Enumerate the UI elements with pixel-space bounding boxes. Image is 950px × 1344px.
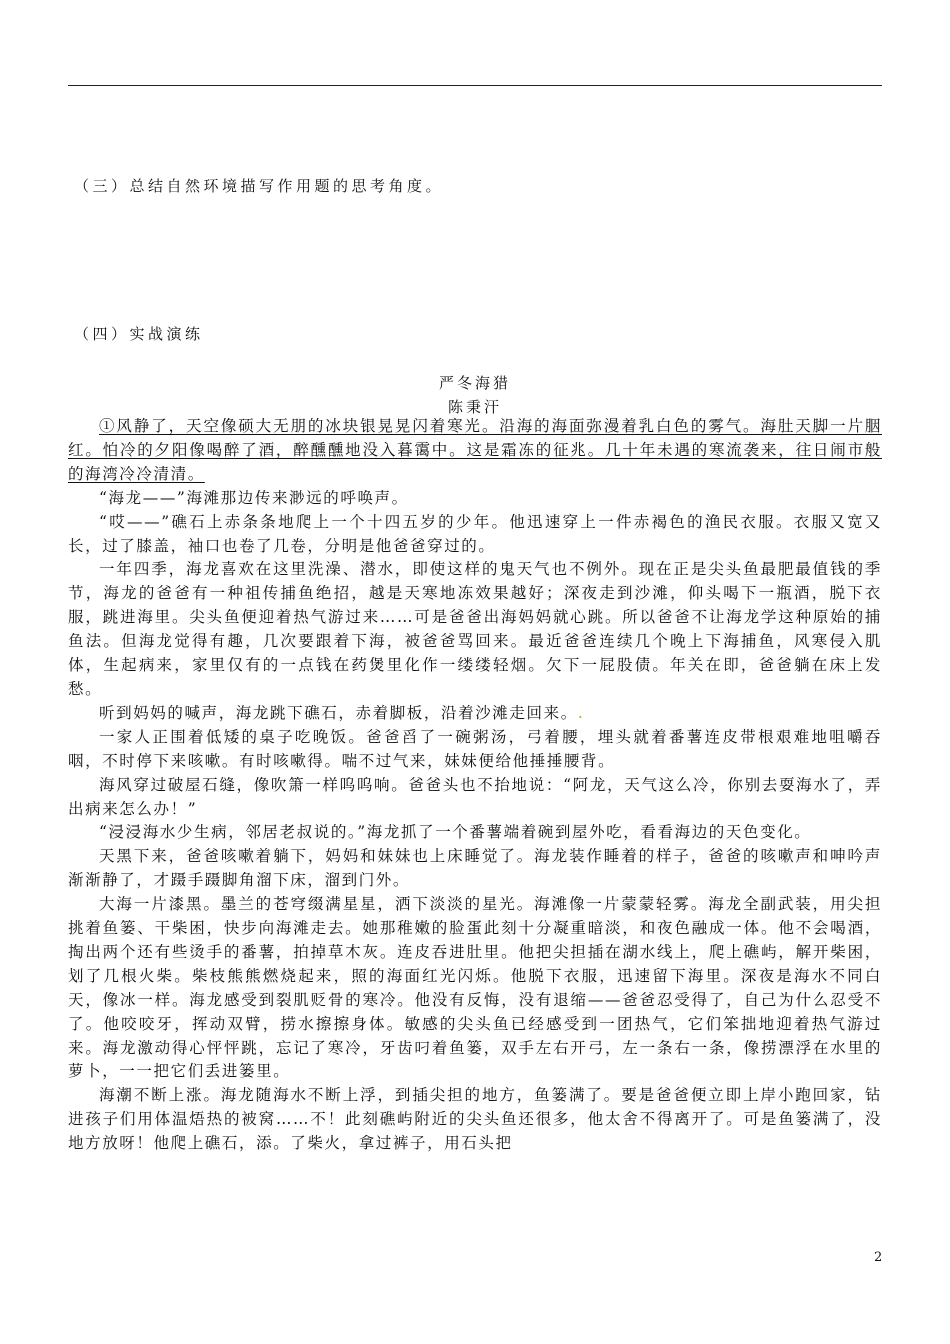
paragraph-5 xyxy=(68,702,882,726)
paragraph-10: 大海一片漆黑。墨兰的苍穹缀满星星，洒下淡淡的星光。海滩像一片蒙蒙轻雾。海龙全副武装，用尖担挑着鱼篓、干柴困，快步向海滩走去。她那稚嫩的脸蛋此刻十分凝重暗淡，和夜色融成一体。他不会喝酒，掏出两个还有些烫手的番薯，拍掉草木灰。连皮吞进肚里。他把尖担插在湖水线上，爬上礁屿，解开柴困，划了几根火柴。柴枝熊熊燃烧起来，照的海面红光闪烁。他脱下衣服，迅速留下海里。深夜是海水不同白天，像冰一样。海龙感受到裂肌贬骨的寒冷。他没有反悔，没有退缩——爸爸忍受得了，自己为什么忍受不了。他咬咬牙，挥动双臂，捞水擦擦身体。敏感的尖头鱼已经感受到一团热气，它们笨拙地迎着热气游过来。海龙激动得心怦怦跳，忘记了寒冷，牙齿叼着鱼篓，双手左右开弓，左一条右一条，像捞漂浮在水里的萝卜，一一把它们丢进篓里。 xyxy=(68,895,882,1081)
article-title: 严冬海猎 xyxy=(438,374,511,392)
page-number: 2 xyxy=(874,1250,883,1265)
article-author: 陈秉汗 xyxy=(447,398,502,416)
paragraph-7: 海风穿过破屋石缝，像吹箫一样呜呜响。爸爸头也不抬地说：“阿龙，天气这么冷，你别去耍海水了，弄出病来怎么办！” xyxy=(68,775,882,818)
header-rule xyxy=(68,85,882,86)
paragraph-1: ①风静了，天空像硕大无朋的冰块银晃晃闪着寒光。沿海的海面弥漫着乳白色的雾气。海肚天脚一片胭红。怕冷的夕阳像喝醉了酒，醉醺醺地没入暮霭中。这是霜冻的征兆。几十年未遇的寒流袭来，往日闹市般的海湾冷冷清清。 xyxy=(68,417,882,483)
paragraph-2: “海龙——”海滩那边传来渺远的呼唤声。 xyxy=(99,488,409,507)
section-4-heading: （四）实战演练 xyxy=(74,325,204,343)
stray-mark: . xyxy=(577,703,585,722)
article-body xyxy=(68,415,882,1156)
paragraph-8: “浸浸海水少生病，邻居老叔说的。”海龙抓了一个番薯端着碗到屋外吃，看看海边的天色变化。 xyxy=(99,823,812,842)
paragraph-6: 一家人正围着低矮的桌子吃晚饭。爸爸舀了一碗粥汤，弓着腰，埋头就着番薯连皮带根艰难地咀嚼吞咽，不时停下来咳嗽。有时咳嗽得。喘不过气来，妹妹便给他捶捶腰背。 xyxy=(68,727,882,770)
section-3-heading: （三）总结自然环境描写作用题的思考角度。 xyxy=(74,177,445,195)
paragraph-3: “哎——”礁石上赤条条地爬上一个十四五岁的少年。他迅速穿上一件赤褐色的渔民衣服。衣服又宽又长，过了膝盖，袖口也卷了几卷，分明是他爸爸穿过的。 xyxy=(68,512,882,555)
paragraph-4: 一年四季，海龙喜欢在这里洗澡、潜水，即使这样的鬼天气也不例外。现在正是尖头鱼最肥最值钱的季节，海龙的爸爸有一种祖传捕鱼绝招，越是天寒地冻效果越好；深夜走到沙滩，仰头喝下一瓶酒，脱下衣服，跳进海里。尖头鱼便迎着热气游过来……可是爸爸出海妈妈就心跳。所以爸爸不让海龙学这种原始的捕鱼法。但海龙觉得有趣，几次要跟着下海，被爸爸骂回来。最近爸爸连续几个晚上下海捕鱼，风寒侵入肌体，生起病来，家里仅有的一点钱在药煲里化作一缕缕轻烟。欠下一屁股债。年关在即，爸爸躺在床上发愁。 xyxy=(68,560,882,698)
paragraph-5-text: 听到妈妈的喊声，海龙跳下礁石，赤着脚板，沿着沙滩走回来。 xyxy=(99,703,578,722)
paragraph-11: 海潮不断上涨。海龙随海水不断上浮，到插尖担的地方，鱼篓满了。要是爸爸便立即上岸小跑回家，钻进孩子们用体温焐热的被窝……不！此刻礁屿附近的尖头鱼还很多，他太舍不得离开了。可是鱼篓满了，没地方放呀！他爬上礁石，添。了柴火，拿过裤子，用石头把 xyxy=(68,1086,882,1153)
paragraph-9: 天黑下来，爸爸咳嗽着躺下，妈妈和妹妹也上床睡觉了。海龙装作睡着的样子，爸爸的咳嗽声和呻吟声渐渐静了，才蹑手蹑脚角溜下床，溜到门外。 xyxy=(68,847,882,890)
